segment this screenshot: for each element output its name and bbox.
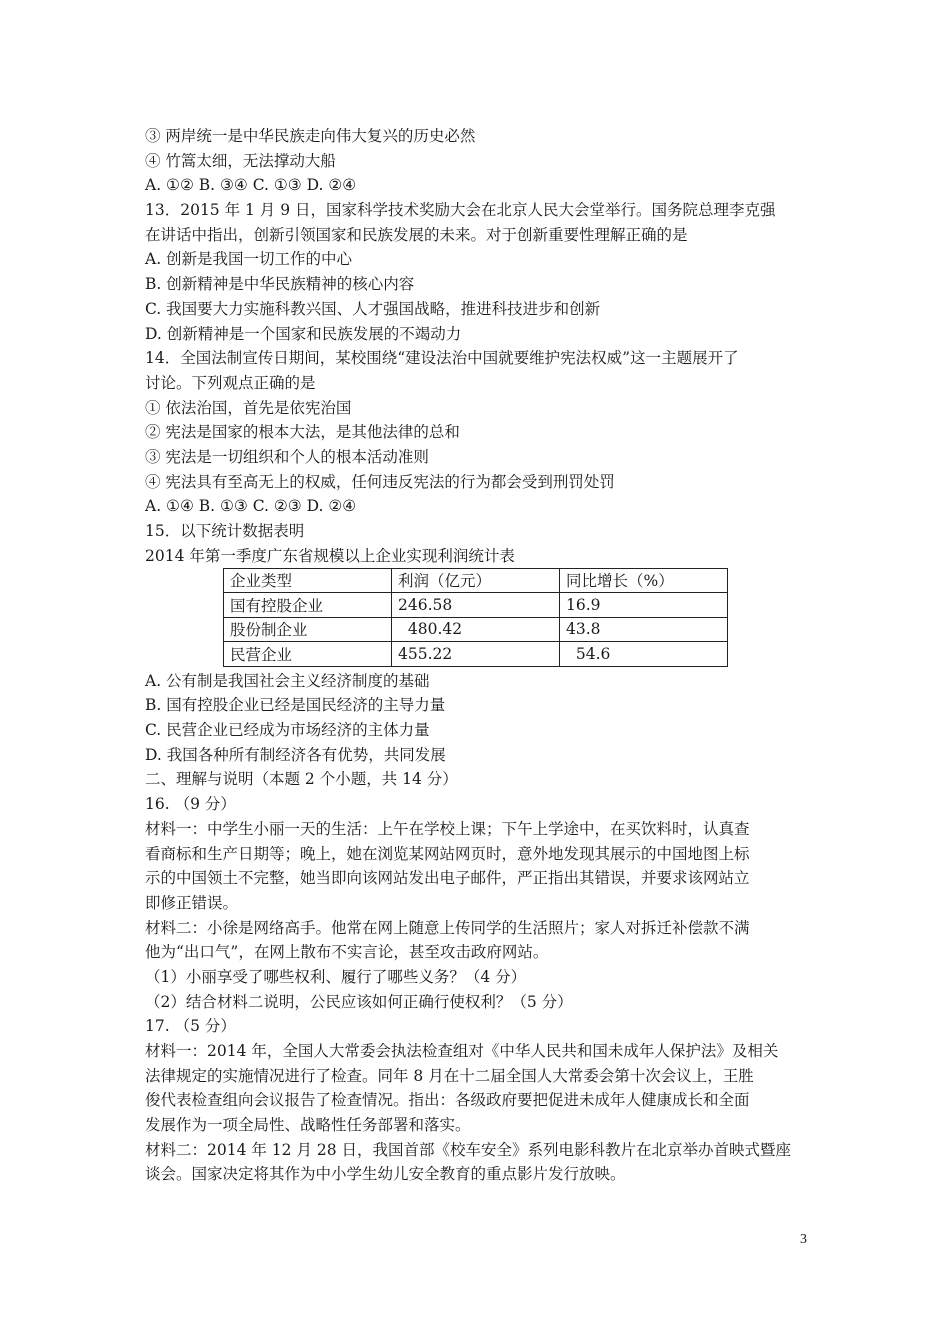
- table-cell: 246.58: [392, 593, 560, 618]
- text-line: 17. （5 分）: [145, 1017, 236, 1036]
- text-line: （1）小丽享受了哪些权利、履行了哪些义务？（4 分）: [145, 967, 527, 986]
- text-line: A. ①② B. ③④ C. ①③ D. ②④: [145, 176, 357, 195]
- table-cell: 43.8: [560, 617, 728, 642]
- text-line: 材料一：中学生小丽一天的生活：上午在学校上课；下午上学途中，在买饮料时，认真查: [145, 819, 750, 838]
- text-line: ③ 宪法是一切组织和个人的根本活动准则: [145, 447, 429, 466]
- page-number: 3: [800, 1232, 807, 1247]
- text-line: ② 宪法是国家的根本大法，是其他法律的总和: [145, 423, 460, 442]
- table-cell: 480.42: [392, 617, 560, 642]
- text-line: 讨论。下列观点正确的是: [145, 373, 316, 392]
- text-line: 即修正错误。: [145, 893, 239, 912]
- text-line: ③ 两岸统一是中华民族走向伟大复兴的历史必然: [145, 127, 476, 145]
- table-cell: 455.22: [392, 642, 560, 667]
- text-line: ④ 宪法具有至高无上的权威，任何违反宪法的行为都会受到刑罚处罚: [145, 472, 615, 491]
- document-page: [145, 124, 815, 1187]
- text-block-top: [145, 124, 815, 544]
- table-header-cell: 同比增长（%）: [560, 568, 728, 593]
- table-cell: 54.6: [560, 642, 728, 667]
- table-header-cell: 利润（亿元）: [392, 568, 560, 593]
- text-line: 示的中国领土不完整，她当即向该网站发出电子邮件，严正指出其错误，并要求该网站立: [145, 869, 750, 888]
- text-line: 16. （9 分）: [145, 795, 236, 814]
- text-block-bottom: [145, 669, 815, 1187]
- table-header-row: [224, 568, 728, 593]
- text-line: A. 创新是我国一切工作的中心: [145, 250, 353, 269]
- text-line: 看商标和生产日期等；晚上，她在浏览某网站网页时，意外地发现其展示的中国地图上标: [145, 844, 750, 863]
- text-line: 15．以下统计数据表明: [145, 522, 305, 540]
- table-cell: 股份制企业: [224, 617, 392, 642]
- table-cell: 国有控股企业: [224, 593, 392, 618]
- text-line: B. 国有控股企业已经是国民经济的主导力量: [145, 696, 446, 715]
- text-line: 14．全国法制宣传日期间，某校围绕“建设法治中国就要维护宪法权威”这一主题展开了: [145, 349, 739, 368]
- text-line: A. 公有制是我国社会主义经济制度的基础: [145, 671, 430, 690]
- text-line: 二、理解与说明（本题 2 个小题，共 14 分）: [145, 770, 458, 789]
- text-line: 谈会。国家决定将其作为中小学生幼儿安全教育的重点影片发行放映。: [145, 1165, 626, 1184]
- text-line: C. 民营企业已经成为市场经济的主体力量: [145, 721, 430, 740]
- text-line: 俊代表检查组向会议报告了检查情况。指出：各级政府要把促进未成年人健康成长和全面: [145, 1091, 750, 1110]
- text-line: 法律规定的实施情况进行了检查。同年 8 月在十二届全国人大常委会第十次会议上，王胜: [145, 1066, 754, 1085]
- table-cell: 民营企业: [224, 642, 392, 667]
- text-line: 材料一：2014 年，全国人大常委会执法检查组对《中华人民共和国未成年人保护法》及相关: [145, 1042, 779, 1060]
- text-line: A. ①④ B. ①③ C. ②③ D. ②④: [145, 497, 357, 516]
- text-line: （2）结合材料二说明，公民应该如何正确行使权利？（5 分）: [145, 992, 573, 1011]
- table-header-cell: 企业类型: [224, 568, 392, 593]
- text-line: 在讲话中指出，创新引领国家和民族发展的未来。对于创新重要性理解正确的是: [145, 225, 688, 244]
- table-title: 2014 年第一季度广东省规模以上企业实现利润统计表: [145, 546, 515, 565]
- text-line: B. 创新精神是中华民族精神的核心内容: [145, 275, 415, 294]
- text-line: 他为“出口气”，在网上散布不实言论，甚至攻击政府网站。: [145, 943, 549, 962]
- table-row: [224, 593, 728, 618]
- table-cell: 16.9: [560, 593, 728, 618]
- text-line: ④ 竹篙太细，无法撑动大船: [145, 151, 336, 170]
- text-line: D. 我国各种所有制经济各有优势，共同发展: [145, 745, 446, 764]
- text-line: 13．2015 年 1 月 9 日，国家科学技术奖励大会在北京人民大会堂举行。国务院总理李克强: [145, 201, 776, 220]
- table-row: [224, 642, 728, 667]
- text-line: ① 依法治国，首先是依宪治国: [145, 398, 352, 417]
- text-line: C. 我国要大力实施科教兴国、人才强国战略，推进科技进步和创新: [145, 299, 601, 318]
- text-line: 发展作为一项全局性、战略性任务部署和落实。: [145, 1116, 471, 1135]
- text-line: 材料二：2014 年 12 月 28 日，我国首部《校车安全》系列电影科教片在北京举办首映式暨座: [145, 1140, 792, 1159]
- text-line: 材料二：小徐是网络高手。他常在网上随意上传同学的生活照片；家人对拆迁补偿款不满: [145, 918, 750, 937]
- table-row: [224, 617, 728, 642]
- text-line: D. 创新精神是一个国家和民族发展的不竭动力: [145, 324, 462, 343]
- profit-statistics-table: [223, 568, 728, 667]
